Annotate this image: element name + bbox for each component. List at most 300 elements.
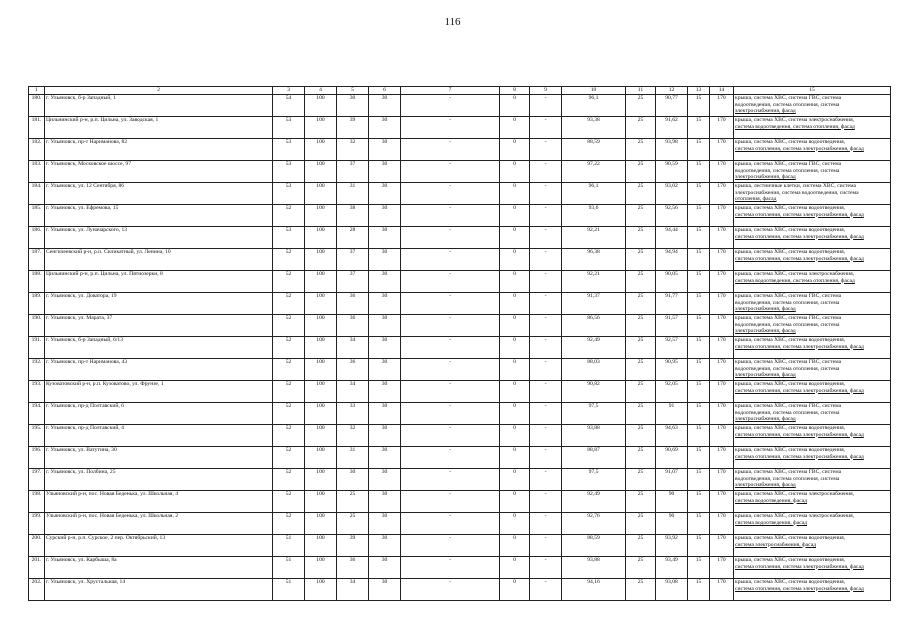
col14-cell: 170 [710, 447, 734, 469]
table-row [29, 139, 891, 161]
elements-line: отопления, фасад [735, 196, 777, 203]
table-row [29, 227, 891, 249]
col14-cell: 170 [710, 271, 734, 293]
col10-cell: 86,56 [562, 315, 626, 337]
col14-cell: 170 [710, 513, 734, 535]
col8-cell: 0 [500, 557, 530, 579]
elements-line: водоотведения, система отопления, система [735, 409, 840, 416]
row-number-cell: 183. [29, 161, 45, 183]
column-header: 4 [305, 87, 337, 95]
elements-line: крыша, система ХВС, система ГВС, система [735, 403, 842, 409]
row-number-cell: 197. [29, 469, 45, 491]
col6-cell: 30 [369, 227, 401, 249]
row-number-cell: 180. [29, 95, 45, 117]
table-row [29, 117, 891, 139]
table-row [29, 557, 891, 579]
elements-cell [734, 535, 891, 557]
col13-cell: 15 [688, 227, 710, 249]
col3-cell: 52 [273, 447, 305, 469]
elements-cell [734, 557, 891, 579]
elements-line: крыша, система ХВС, система электроснабжения, [735, 491, 855, 497]
elements-line: крыша, система ХВС, система ГВС, система [735, 469, 842, 475]
table-row [29, 161, 891, 183]
col8-cell: 0 [500, 271, 530, 293]
address-cell: г. Ульяновск, пр-т Нариманова, 82 [45, 139, 273, 161]
column-header: 14 [710, 87, 734, 95]
col5-cell: 37 [337, 161, 369, 183]
col7-cell: - [401, 271, 500, 293]
col11-cell: 25 [626, 161, 656, 183]
address-cell: г. Ульяновск, ул. Хрустальная, 14 [45, 579, 273, 601]
col12-cell: 92,57 [656, 337, 688, 359]
col3-cell: 53 [273, 117, 305, 139]
elements-cell [734, 381, 891, 403]
col10-cell: 96,38 [562, 249, 626, 271]
col11-cell: 25 [626, 227, 656, 249]
col14-cell: 170 [710, 337, 734, 359]
col3-cell: 52 [273, 205, 305, 227]
column-header: 15 [734, 87, 891, 95]
col6-cell: 30 [369, 293, 401, 315]
table-row [29, 579, 891, 601]
elements-cell [734, 359, 891, 381]
col8-cell: 0 [500, 293, 530, 315]
col7-cell: - [401, 315, 500, 337]
col10-cell: 88,59 [562, 139, 626, 161]
col9-cell: - [530, 337, 562, 359]
col4-cell: 100 [305, 293, 337, 315]
column-header: 2 [45, 87, 273, 95]
col9-cell: - [530, 315, 562, 337]
col3-cell: 54 [273, 95, 305, 117]
col3-cell: 52 [273, 469, 305, 491]
column-header: 3 [273, 87, 305, 95]
elements-line: система водоотведения, фасад [735, 497, 808, 504]
col9-cell: - [530, 161, 562, 183]
col11-cell: 25 [626, 425, 656, 447]
col13-cell: 15 [688, 491, 710, 513]
col7-cell: - [401, 161, 500, 183]
col11-cell: 25 [626, 403, 656, 425]
col4-cell: 100 [305, 447, 337, 469]
elements-cell [734, 491, 891, 513]
address-cell: г. Ульяновск, б-р Западный, 6/13 [45, 337, 273, 359]
elements-line: система отопления, система электроснабжения, фасад [735, 585, 864, 592]
table-row [29, 293, 891, 315]
elements-line: электроснабжения, система водоотведения, система [735, 189, 859, 196]
col5-cell: 33 [337, 403, 369, 425]
col11-cell: 25 [626, 315, 656, 337]
col5-cell: 34 [337, 579, 369, 601]
address-cell: г. Ульяновск, Московское шоссе, 97 [45, 161, 273, 183]
col8-cell: 0 [500, 381, 530, 403]
elements-line: электроснабжения, фасад [735, 108, 796, 115]
col3-cell: 52 [273, 359, 305, 381]
data-table [28, 86, 891, 601]
col12-cell: 93,98 [656, 139, 688, 161]
col11-cell: 25 [626, 447, 656, 469]
col11-cell: 25 [626, 579, 656, 601]
col3-cell: 53 [273, 183, 305, 205]
col12-cell: 91,77 [656, 293, 688, 315]
col6-cell: 30 [369, 557, 401, 579]
col7-cell: - [401, 579, 500, 601]
col11-cell: 25 [626, 183, 656, 205]
table-row [29, 249, 891, 271]
col14-cell: 170 [710, 535, 734, 557]
col12-cell: 92,56 [656, 205, 688, 227]
col7-cell: - [401, 403, 500, 425]
table-row [29, 337, 891, 359]
row-number-cell: 187. [29, 249, 45, 271]
row-number-cell: 193. [29, 381, 45, 403]
col14-cell: 170 [710, 491, 734, 513]
address-cell: г. Ульяновск, б-р Западный, 1 [45, 95, 273, 117]
col14-cell: 170 [710, 403, 734, 425]
elements-line: электроснабжения, фасад [735, 328, 796, 335]
col7-cell: - [401, 535, 500, 557]
address-cell: г. Ульяновск, ул. Полбина, 25 [45, 469, 273, 491]
elements-cell [734, 513, 891, 535]
col10-cell: 90,82 [562, 381, 626, 403]
col9-cell: - [530, 447, 562, 469]
col6-cell: 30 [369, 469, 401, 491]
col6-cell: 30 [369, 337, 401, 359]
elements-line: система электроснабжения, фасад [735, 541, 817, 548]
col7-cell: - [401, 249, 500, 271]
col10-cell: 93,88 [562, 557, 626, 579]
col10-cell: 93,88 [562, 425, 626, 447]
col13-cell: 15 [688, 161, 710, 183]
col9-cell: - [530, 139, 562, 161]
elements-cell [734, 117, 891, 139]
elements-cell [734, 205, 891, 227]
col9-cell: - [530, 227, 562, 249]
col13-cell: 15 [688, 337, 710, 359]
elements-cell [734, 293, 891, 315]
col14-cell: 170 [710, 205, 734, 227]
elements-line: электроснабжения, фасад [735, 416, 796, 423]
elements-line: крыша, система ХВС, система водоотведения, [735, 535, 846, 541]
col8-cell: 0 [500, 227, 530, 249]
elements-line: крыша, система ХВС, система электроснабжения, [735, 117, 855, 123]
col13-cell: 15 [688, 95, 710, 117]
header-row [29, 87, 891, 95]
col13-cell: 15 [688, 535, 710, 557]
col8-cell: 0 [500, 513, 530, 535]
col7-cell: - [401, 381, 500, 403]
col12-cell: 94,63 [656, 425, 688, 447]
col3-cell: 52 [273, 513, 305, 535]
elements-line: система водоотведения, система отопления, фасад [735, 123, 855, 130]
table-row [29, 513, 891, 535]
col3-cell: 52 [273, 249, 305, 271]
address-cell: Сенгилеевский р-н, р.п. Силикатный, ул. Ленина, 10 [45, 249, 273, 271]
col11-cell: 25 [626, 557, 656, 579]
col10-cell: 88,87 [562, 447, 626, 469]
col11-cell: 25 [626, 95, 656, 117]
col9-cell: - [530, 535, 562, 557]
column-header: 10 [562, 87, 626, 95]
col12-cell: 93,92 [656, 535, 688, 557]
col8-cell: 0 [500, 359, 530, 381]
elements-line: крыша, система ХВС, система электроснабжения, [735, 271, 855, 277]
address-cell: Цильнинский р-н, р.п. Цильна, ул. Пятиозерки, 8 [45, 271, 273, 293]
col7-cell: - [401, 469, 500, 491]
col8-cell: 0 [500, 403, 530, 425]
address-cell: Цильнинский р-н, р.п. Цильна, ул. Заводская, 1 [45, 117, 273, 139]
col12-cell: 93,02 [656, 183, 688, 205]
col13-cell: 15 [688, 425, 710, 447]
address-cell: г. Ульяновск, ул. Доватора, 19 [45, 293, 273, 315]
col9-cell: - [530, 249, 562, 271]
col4-cell: 100 [305, 491, 337, 513]
col8-cell: 0 [500, 205, 530, 227]
elements-line: крыша, система ХВС, система водоотведения, [735, 337, 846, 343]
col5-cell: 25 [337, 491, 369, 513]
col5-cell: 37 [337, 271, 369, 293]
elements-cell [734, 95, 891, 117]
col12-cell: 90 [656, 513, 688, 535]
col13-cell: 15 [688, 183, 710, 205]
col6-cell: 30 [369, 271, 401, 293]
col4-cell: 100 [305, 117, 337, 139]
col10-cell: 92,49 [562, 337, 626, 359]
col8-cell: 0 [500, 491, 530, 513]
elements-line: система отопления, система электроснабжения, фасад [735, 233, 864, 240]
col6-cell: 30 [369, 513, 401, 535]
col8-cell: 0 [500, 249, 530, 271]
col6-cell: 30 [369, 95, 401, 117]
col11-cell: 25 [626, 271, 656, 293]
col9-cell: - [530, 117, 562, 139]
col7-cell: - [401, 425, 500, 447]
elements-line: водоотведения, система отопления, система [735, 167, 840, 174]
col8-cell: 0 [500, 579, 530, 601]
address-cell: г. Ульяновск, ул. Марата, 37 [45, 315, 273, 337]
col12-cell: 90 [656, 491, 688, 513]
address-cell: Ульяновский р-н, пос. Новая Беденька, ул. Школьная, 2 [45, 513, 273, 535]
address-cell: г. Ульяновск, пр-д Полтавский, 6 [45, 403, 273, 425]
col4-cell: 100 [305, 535, 337, 557]
row-number-cell: 186. [29, 227, 45, 249]
row-number-cell: 190. [29, 315, 45, 337]
table-body [29, 95, 891, 601]
col12-cell: 94,44 [656, 227, 688, 249]
col14-cell: 170 [710, 425, 734, 447]
table-row [29, 491, 891, 513]
col11-cell: 25 [626, 535, 656, 557]
col6-cell: 30 [369, 447, 401, 469]
elements-line: крыша, система ХВС, система водоотведения, [735, 249, 846, 255]
col4-cell: 100 [305, 315, 337, 337]
col11-cell: 25 [626, 513, 656, 535]
table-row [29, 315, 891, 337]
col5-cell: 36 [337, 557, 369, 579]
address-cell: г. Ульяновск, пр-т Нариманова, 43 [45, 359, 273, 381]
col12-cell: 92,05 [656, 381, 688, 403]
elements-cell [734, 447, 891, 469]
col4-cell: 100 [305, 337, 337, 359]
address-cell: г. Ульяновск, ул. Луначарского, 13 [45, 227, 273, 249]
col9-cell: - [530, 95, 562, 117]
col14-cell: 170 [710, 579, 734, 601]
col10-cell: 97,5 [562, 403, 626, 425]
col10-cell: 92,49 [562, 491, 626, 513]
table-row [29, 205, 891, 227]
col11-cell: 25 [626, 337, 656, 359]
col12-cell: 91,57 [656, 315, 688, 337]
elements-line: крыша, система ХВС, система водоотведения, [735, 557, 846, 563]
col3-cell: 53 [273, 139, 305, 161]
elements-cell [734, 249, 891, 271]
col13-cell: 15 [688, 293, 710, 315]
col6-cell: 30 [369, 403, 401, 425]
elements-line: водоотведения, система отопления, система [735, 475, 840, 482]
column-header: 1 [29, 87, 45, 95]
col7-cell: - [401, 139, 500, 161]
page-number: 116 [444, 16, 461, 28]
row-number-cell: 185. [29, 205, 45, 227]
col7-cell: - [401, 447, 500, 469]
col6-cell: 30 [369, 381, 401, 403]
col9-cell: - [530, 557, 562, 579]
col14-cell: 170 [710, 381, 734, 403]
elements-cell [734, 469, 891, 491]
elements-line: система отопления, система электроснабжения, фасад [735, 387, 864, 394]
col9-cell: - [530, 183, 562, 205]
col12-cell: 93,08 [656, 579, 688, 601]
address-cell: г. Ульяновск, ул. Ватутина, 30 [45, 447, 273, 469]
table-row [29, 381, 891, 403]
column-header: 13 [688, 87, 710, 95]
col4-cell: 100 [305, 513, 337, 535]
col5-cell: 34 [337, 381, 369, 403]
col7-cell: - [401, 227, 500, 249]
col13-cell: 15 [688, 249, 710, 271]
elements-line: крыша, система ХВС, система водоотведения, [735, 205, 846, 211]
elements-line: крыша, система ХВС, система ГВС, система [735, 161, 842, 167]
row-number-cell: 191. [29, 337, 45, 359]
col3-cell: 51 [273, 535, 305, 557]
col3-cell: 52 [273, 337, 305, 359]
col9-cell: - [530, 491, 562, 513]
elements-cell [734, 183, 891, 205]
col6-cell: 30 [369, 205, 401, 227]
col6-cell: 30 [369, 359, 401, 381]
col7-cell: - [401, 183, 500, 205]
col9-cell: - [530, 579, 562, 601]
col4-cell: 100 [305, 161, 337, 183]
column-header: 11 [626, 87, 656, 95]
elements-cell [734, 271, 891, 293]
table-row [29, 403, 891, 425]
elements-line: электроснабжения, фасад [735, 482, 796, 489]
row-number-cell: 196. [29, 447, 45, 469]
col8-cell: 0 [500, 161, 530, 183]
address-cell: Ульяновский р-н, пос. Новая Беденька, ул. Школьная, 4 [45, 491, 273, 513]
col4-cell: 100 [305, 139, 337, 161]
table-row [29, 425, 891, 447]
col5-cell: 34 [337, 337, 369, 359]
col5-cell: 32 [337, 139, 369, 161]
col4-cell: 100 [305, 425, 337, 447]
column-header: 5 [337, 87, 369, 95]
col3-cell: 51 [273, 557, 305, 579]
col9-cell: - [530, 403, 562, 425]
col10-cell: 97,22 [562, 161, 626, 183]
col7-cell: - [401, 95, 500, 117]
col13-cell: 15 [688, 557, 710, 579]
column-header: 7 [401, 87, 500, 95]
elements-line: крыша, система ХВС, система водоотведения, [735, 227, 846, 233]
col13-cell: 15 [688, 359, 710, 381]
col5-cell: 31 [337, 447, 369, 469]
col13-cell: 15 [688, 271, 710, 293]
col14-cell: 170 [710, 557, 734, 579]
col9-cell: - [530, 205, 562, 227]
col10-cell: 96,1 [562, 183, 626, 205]
row-number-cell: 202. [29, 579, 45, 601]
elements-line: крыша, система ХВС, система электроснабжения, [735, 513, 855, 519]
col3-cell: 52 [273, 293, 305, 315]
col3-cell: 52 [273, 491, 305, 513]
elements-cell [734, 227, 891, 249]
col10-cell: 96,1 [562, 95, 626, 117]
elements-line: водоотведения, система отопления, система [735, 321, 840, 328]
col7-cell: - [401, 293, 500, 315]
table-row [29, 95, 891, 117]
col13-cell: 15 [688, 205, 710, 227]
table-row [29, 359, 891, 381]
col8-cell: 0 [500, 315, 530, 337]
elements-line: электроснабжения, фасад [735, 174, 796, 181]
elements-line: крыша, система ХВС, система водоотведения, [735, 425, 846, 431]
col8-cell: 0 [500, 183, 530, 205]
col13-cell: 15 [688, 381, 710, 403]
col11-cell: 25 [626, 469, 656, 491]
col10-cell: 88,59 [562, 535, 626, 557]
col6-cell: 30 [369, 315, 401, 337]
col12-cell: 91,62 [656, 117, 688, 139]
col7-cell: - [401, 513, 500, 535]
table-row [29, 469, 891, 491]
col4-cell: 100 [305, 403, 337, 425]
col6-cell: 30 [369, 139, 401, 161]
col9-cell: - [530, 425, 562, 447]
col3-cell: 52 [273, 425, 305, 447]
address-cell: г. Ульяновск, пр-д Полтавский, 4 [45, 425, 273, 447]
row-number-cell: 200. [29, 535, 45, 557]
table-container [28, 86, 890, 601]
col4-cell: 100 [305, 95, 337, 117]
elements-line: крыша, система ХВС, система ГВС, система [735, 359, 842, 365]
col11-cell: 25 [626, 293, 656, 315]
col3-cell: 53 [273, 161, 305, 183]
col8-cell: 0 [500, 425, 530, 447]
elements-line: система отопления, система электроснабжения, фасад [735, 145, 864, 152]
col10-cell: 88,03 [562, 359, 626, 381]
col7-cell: - [401, 557, 500, 579]
col6-cell: 30 [369, 183, 401, 205]
col12-cell: 90,05 [656, 271, 688, 293]
col11-cell: 25 [626, 117, 656, 139]
column-header: 9 [530, 87, 562, 95]
col3-cell: 52 [273, 403, 305, 425]
col3-cell: 52 [273, 315, 305, 337]
col5-cell: 28 [337, 227, 369, 249]
row-number-cell: 199. [29, 513, 45, 535]
